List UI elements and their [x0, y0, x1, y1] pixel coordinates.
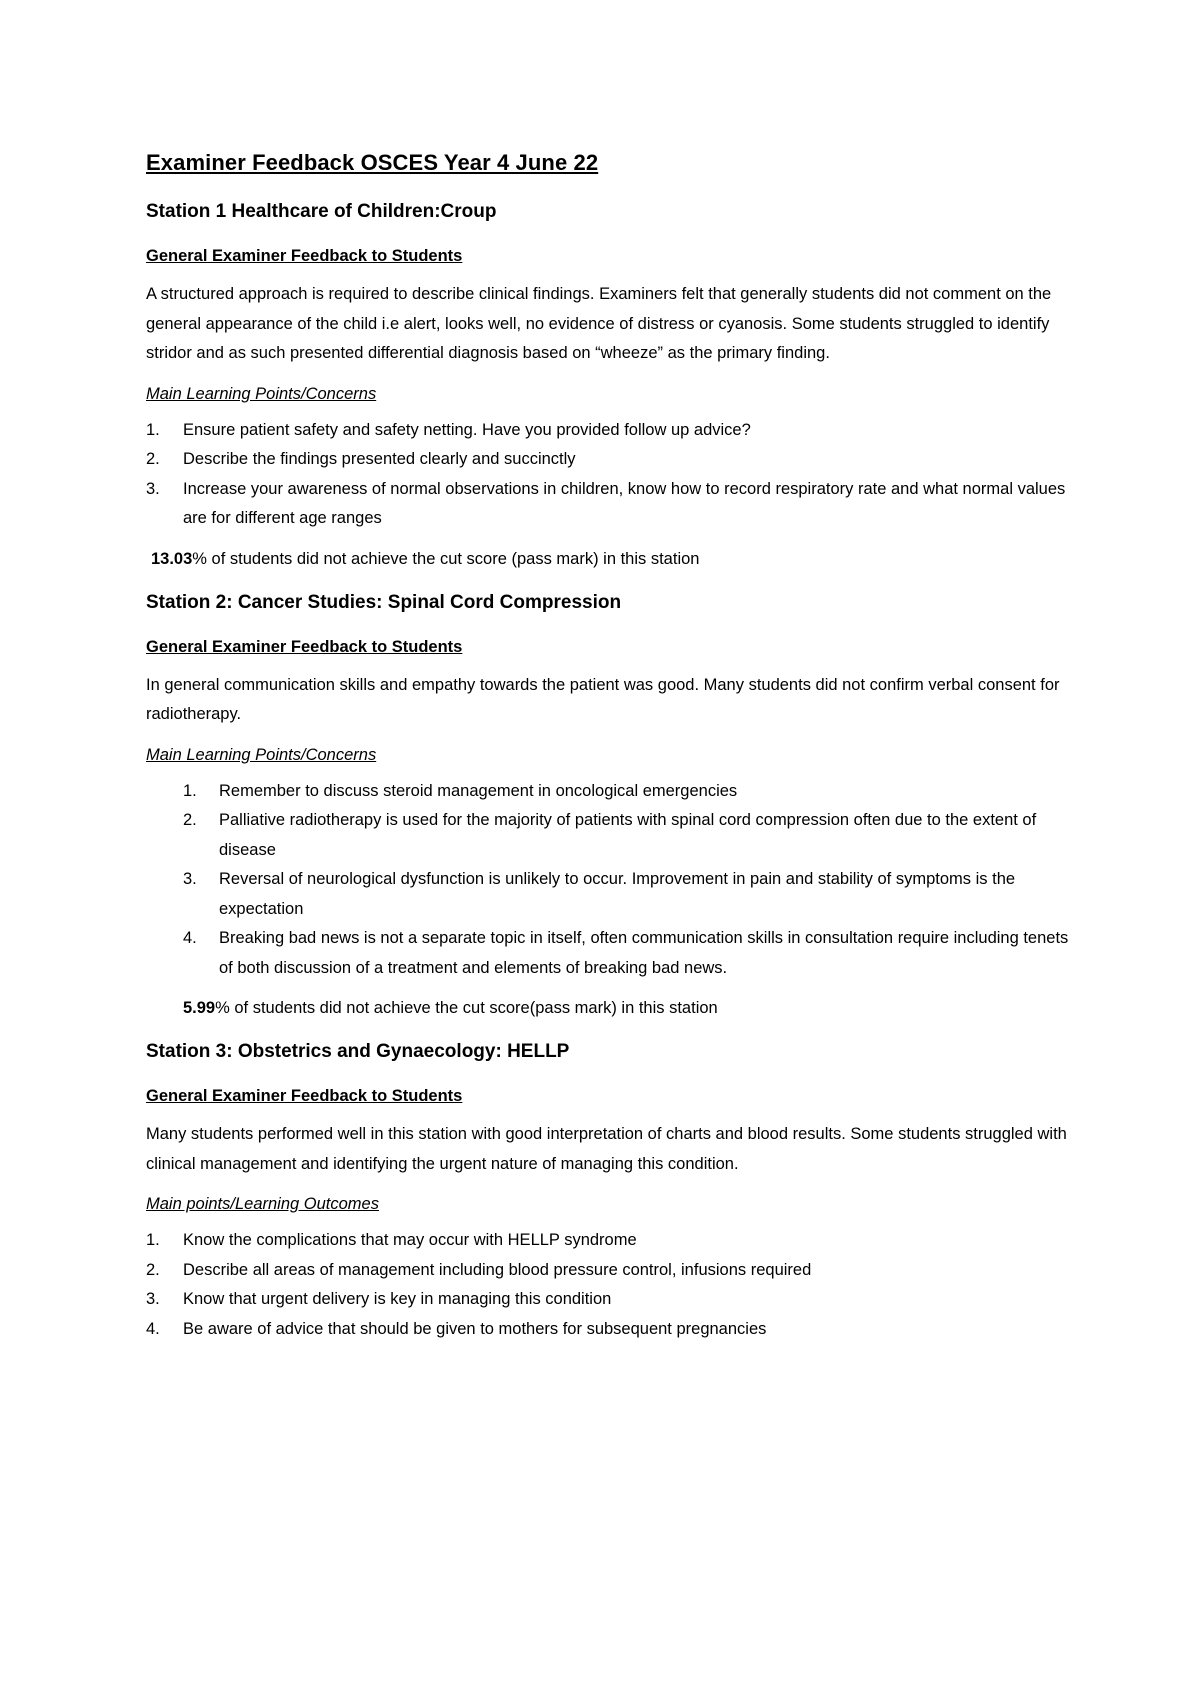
list-item-number: 3. [146, 1290, 160, 1308]
feedback-heading: General Examiner Feedback to Students [146, 637, 463, 656]
feedback-heading: General Examiner Feedback to Students [146, 247, 463, 265]
feedback-heading: General Examiner Feedback to Students [146, 1087, 463, 1105]
feedback-paragraph: In general communication skills and empathy towards the patient was good. Many students did not confirm verbal consent for radiotherapy. [146, 675, 1060, 723]
list-item-number: 2. [183, 811, 197, 829]
list-item [146, 924, 1076, 983]
list-item [146, 475, 1076, 534]
list-item-text: Breaking bad news is not a separate topic in itself, often communication skills in consultation require including tenets of both discussion of a treatment and elements of breaking bad news. [219, 929, 1069, 977]
list-item-text: Know the complications that may occur with HELLP syndrome [183, 1231, 637, 1249]
list-item-number: 4. [146, 1319, 160, 1338]
station-2-section [146, 589, 1076, 1021]
station-title: Station 3: Obstetrics and Gynaecology: HELLP [146, 1041, 570, 1062]
list-item [146, 1256, 1076, 1286]
station-title: Station 1 Healthcare of Children:Croup [146, 201, 497, 222]
list-item-text: Reversal of neurological dysfunction is unlikely to occur. Improvement in pain and stability of symptoms is the expectation [219, 870, 1016, 918]
list-item-number: 1. [146, 1231, 160, 1249]
list-item [146, 1285, 1076, 1315]
list-item [146, 865, 1076, 924]
station-title: Station 2: Cancer Studies: Spinal Cord Compression [146, 591, 622, 613]
learning-points-list [146, 416, 1076, 534]
fail-rate-text: % of students did not achieve the cut score (pass mark) in this station [192, 549, 700, 568]
fail-rate-statement [146, 996, 1076, 1020]
list-item-text: Describe all areas of management including blood pressure control, infusions required [183, 1260, 812, 1279]
feedback-paragraph: Many students performed well in this station with good interpretation of charts and blood results. Some students struggled with clinical management and identifying the urgent nature of managing this condition. [146, 1125, 1067, 1173]
list-item-number: 4. [183, 929, 197, 947]
list-item-text: Increase your awareness of normal observations in children, know how to record respiratory rate and what normal values are for different age ranges [183, 479, 1066, 527]
list-item [146, 1226, 1076, 1256]
list-item [146, 777, 1076, 807]
fail-rate-statement [146, 547, 1076, 571]
list-item [146, 445, 1076, 475]
learning-points-heading: Main points/Learning Outcomes [146, 1195, 379, 1213]
list-item-number: 3. [146, 479, 160, 498]
learning-points-list [146, 1226, 1076, 1344]
list-item-text: Remember to discuss steroid management in oncological emergencies [219, 781, 738, 800]
list-item-text: Know that urgent delivery is key in managing this condition [183, 1290, 612, 1308]
learning-points-heading: Main Learning Points/Concerns [146, 384, 377, 403]
list-item-number: 1. [183, 781, 197, 800]
list-item-number: 2. [146, 1260, 160, 1279]
list-item-number: 1. [146, 420, 160, 439]
station-1-section [146, 198, 1076, 571]
learning-points-heading: Main Learning Points/Concerns [146, 745, 377, 764]
list-item-number: 3. [183, 870, 197, 888]
list-item-text: Describe the findings presented clearly and succinctly [183, 450, 576, 468]
list-item-text: Ensure patient safety and safety netting. Have you provided follow up advice? [183, 420, 751, 439]
feedback-paragraph: A structured approach is required to describe clinical findings. Examiners felt that generally students did not comment on the general appearance of the child i.e alert, looks well, no evidence of distress or cyanosis. Some students struggled to identify stridor and as such presented differential diagnosis based on “wheeze” as the primary finding. [146, 285, 1052, 362]
document-title: Examiner Feedback OSCES Year 4 June 22 [146, 150, 599, 175]
list-item-number: 2. [146, 450, 160, 468]
station-3-section [146, 1038, 1076, 1344]
document-page [146, 148, 1076, 1357]
list-item-text: Palliative radiotherapy is used for the majority of patients with spinal cord compression often due to the extent of disease [219, 811, 1037, 859]
fail-rate-text: % of students did not achieve the cut score(pass mark) in this station [215, 999, 718, 1017]
list-item-text: Be aware of advice that should be given to mothers for subsequent pregnancies [183, 1319, 767, 1338]
list-item [146, 1315, 1076, 1345]
fail-rate-value: 5.99 [183, 999, 216, 1017]
list-item [146, 806, 1076, 865]
fail-rate-value: 13.03 [151, 549, 193, 568]
list-item [146, 416, 1076, 446]
learning-points-list [146, 777, 1076, 984]
